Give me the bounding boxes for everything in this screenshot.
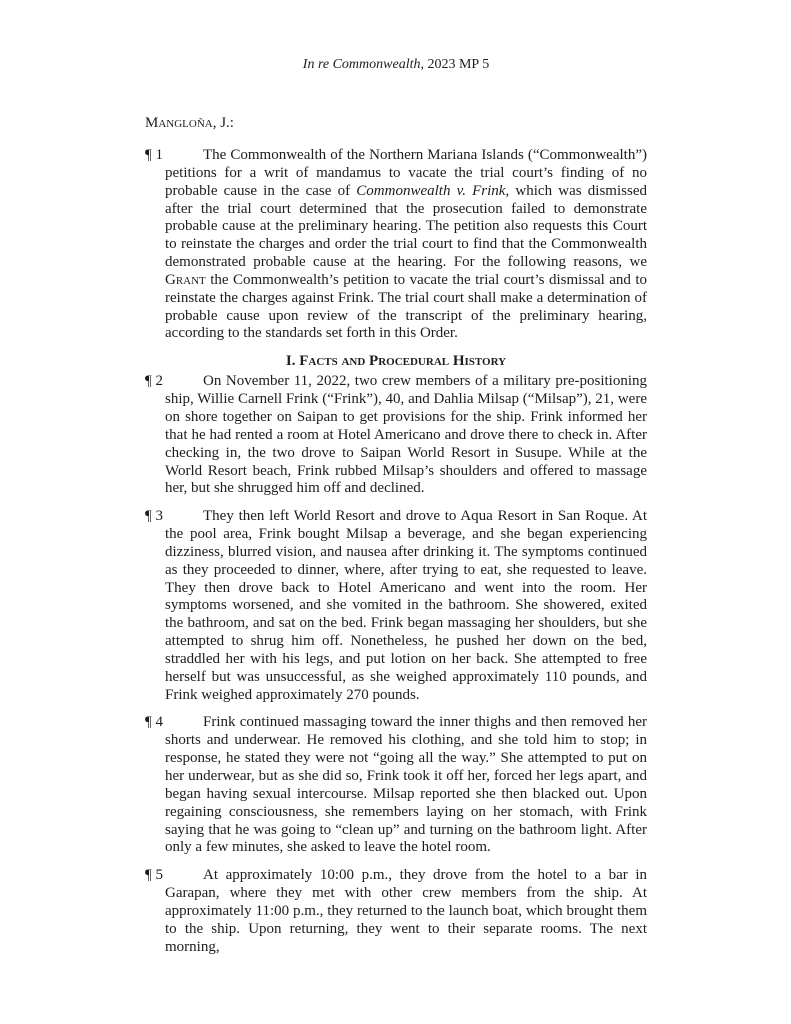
paragraph-5-text: At approximately 10:00 p.m., they drove from the hotel to a bar in Garapan, where they met with other crew members from the ship. At approximately 11:00 p.m., they returned to the launch boat, which brought them to the ship. Upon returning, they went to their separate rooms. The next morning, bbox=[165, 867, 647, 955]
running-head bbox=[145, 57, 647, 73]
paragraph-3-text: They then left World Resort and drove to Aqua Resort in San Roque. At the pool area, Frink bought Milsap a beverage, and she began experiencing dizziness, blurred vision, and nausea after drinking it. The symptoms continued as they proceeded to dinner, where, after trying to eat, she requested to leave. They then drove back to Hotel Americano and went into the room. Her symptoms worsened, and she vomited in the bathroom. She showered, exited the bathroom, and sat on the bed. Frink began massaging her shoulders, but she attempted to shrug him off. Nonetheless, he pushed her down on the bed, straddled her with his legs, and put lotion on her back. She attempted to free herself but was unsuccessful, as she weighed approximately 110 pounds, and Frink weighed approximately 270 pounds. bbox=[165, 508, 647, 703]
case-reference: Commonwealth v. Frink bbox=[356, 182, 506, 199]
paragraph-1-text: The Commonwealth of the Northern Mariana Islands (“Commonwealth”) petitions for a writ of mandamus to vacate the trial court’s finding of no probable cause in the case of bbox=[165, 147, 647, 199]
paragraph-3 bbox=[145, 508, 647, 704]
paragraph-5-marker: ¶ 5 bbox=[145, 867, 164, 884]
grant-smallcaps: Grant bbox=[165, 271, 206, 288]
paragraph-4-marker: ¶ 4 bbox=[145, 714, 164, 731]
paragraph-2-marker: ¶ 2 bbox=[145, 373, 164, 390]
paragraph-2-text: On November 11, 2022, two crew members of a military pre-positioning ship, Willie Carnell Frink (“Frink”), 40, and Dahlia Milsap (“Milsap”), 21, were on shore together on Saipan to get provisions for the ship. Frink informed her that he had rented a room at Hotel Americano and drove there to check in. After checking in, the two drove to Saipan World Resort in Susupe. While at the World Resort beach, Frink rubbed Milsap’s shoulders and offered to massage her, but she shrugged him off and declined. bbox=[165, 373, 647, 497]
paragraph-1-text: the Commonwealth’s petition to vacate the trial court’s dismissal and to reinstate the charges against Frink. The trial court shall make a determination of probable cause upon review of the transcript of the preliminary hearing, according to the standards set forth in this Order. bbox=[165, 271, 647, 342]
paragraph-1-text: , which was dismissed after the trial court determined that the prosecution failed to demonstrate probable cause at the preliminary hearing. The petition also requests this Court to reinstate the charges and order the trial court to find that the Commonwealth demonstrated probable cause at the hearing. For the following reasons, we bbox=[165, 182, 647, 271]
paragraph-4 bbox=[145, 714, 647, 857]
opinion-page bbox=[145, 57, 647, 966]
paragraph-1 bbox=[145, 147, 647, 343]
section-heading-facts: I. Facts and Procedural History bbox=[285, 353, 507, 370]
paragraph-2 bbox=[145, 373, 647, 498]
paragraph-1-marker: ¶ 1 bbox=[145, 147, 164, 163]
running-head-case-name: In re Commonwealth bbox=[302, 57, 421, 72]
author-line: Mangloña, J.: bbox=[145, 115, 234, 131]
paragraph-5 bbox=[145, 867, 647, 956]
paragraph-4-text: Frink continued massaging toward the inner thighs and then removed her shorts and underwear. He removed his clothing, and she told him to stop; in response, he stated they were not “going all the way.” She attempted to put on her underwear, but as she did so, Frink took it off her, forced her legs apart, and began having sexual intercourse. Milsap reported she then blacked out. Upon regaining consciousness, she remembers laying on her stomach, with Frink saying that he was going to “clean up” and turning on the bathroom light. After only a few minutes, she asked to leave the hotel room. bbox=[165, 714, 647, 856]
running-head-citation: , 2023 MP 5 bbox=[420, 57, 490, 72]
paragraph-3-marker: ¶ 3 bbox=[145, 508, 164, 525]
